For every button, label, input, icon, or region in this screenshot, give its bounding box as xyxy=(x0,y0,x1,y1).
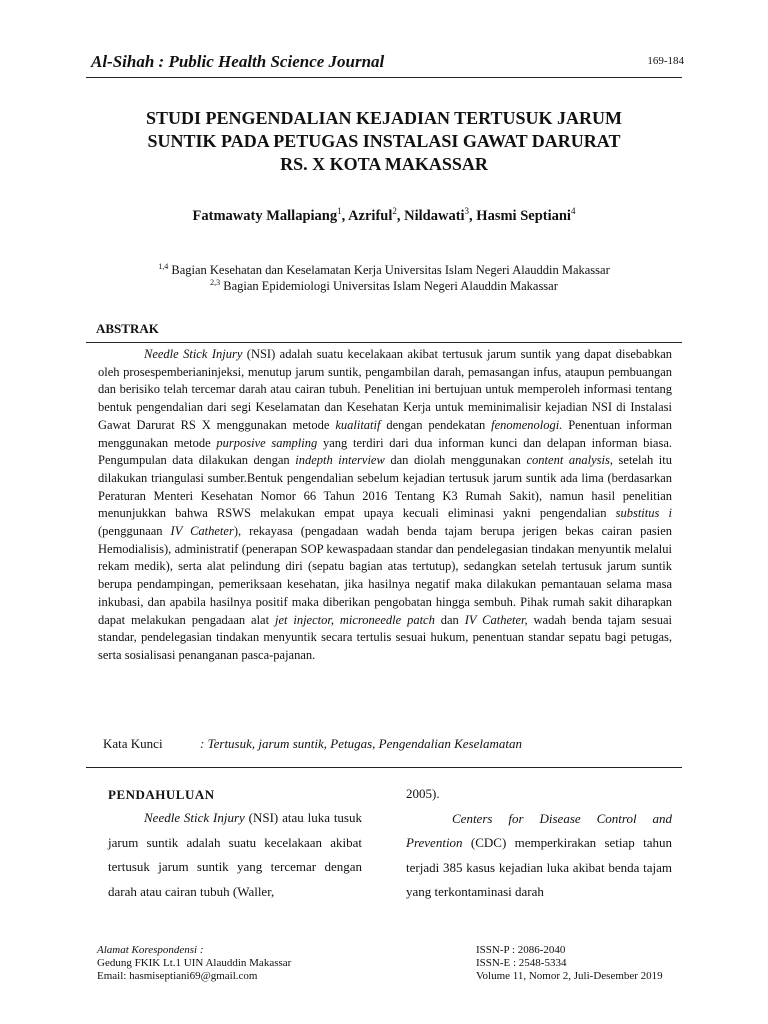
author-affil-mark: 3 xyxy=(464,206,470,216)
affiliation-mark: 2,3 xyxy=(210,278,221,287)
introduction-right-column xyxy=(406,782,672,905)
citation-continuation: 2005). xyxy=(406,786,440,801)
correspondence-block xyxy=(97,944,291,983)
issn-print: ISSN-P : 2086-2040 xyxy=(476,944,566,956)
title-line: SUNTIK PADA PETUGAS INSTALASI GAWAT DARURAT xyxy=(147,131,621,151)
issn-block xyxy=(476,944,663,983)
title-line: RS. X KOTA MAKASSAR xyxy=(280,154,488,174)
introduction-italic-term: Centers for Disease Control and Prevention xyxy=(406,810,672,850)
author-separator: , xyxy=(341,207,349,224)
volume-info: Volume 11, Nomor 2, Juli-Desember 2019 xyxy=(476,970,663,982)
affiliation-text: Bagian Epidemiologi Universitas Islam Negeri Alauddin Makassar xyxy=(220,279,558,294)
introduction-heading: PENDAHULUAN xyxy=(108,787,215,802)
keywords-rule xyxy=(86,767,682,768)
author-list xyxy=(90,206,678,225)
abstract-text: Penentuan informan menggunakan metode xyxy=(98,417,672,450)
abstract-paragraph xyxy=(98,346,672,665)
abstract-rule xyxy=(86,342,682,343)
abstract-text: (NSI) adalah suatu kecelakaan akibat tertusuk jarum suntik yang dapat disebabkan oleh prosespemberianinjeksi, menutup jarum suntik, pengambilan darah, pemasangan infus, ataupun pembuangan dan berisiko telah tercemar darah atau cairan tubuh. Penelitian ini bertujuan untuk memperoleh informasi tentang bentuk pengendalian dari segi Keselamatan dan Kesehatan Kerja untuk meminimalisir kejadian NSI di Instalasi Gawat Darurat RS X menggunakan metode xyxy=(98,347,672,432)
introduction-paragraph xyxy=(406,807,672,905)
introduction-text: (CDC) memperkirakan setiap tahun terjadi 385 kasus kejadian luka akibat benda tajam yang terkontaminasi darah xyxy=(406,835,672,899)
correspondence-email: Email: hasmiseptiani69@gmail.com xyxy=(97,970,258,982)
abstract-body xyxy=(98,346,672,665)
abstract-text: dengan pendekatan xyxy=(380,417,492,432)
introduction-left-column xyxy=(108,806,362,904)
introduction-italic-term: Needle Stick Injury xyxy=(144,810,245,825)
abstract-text: yang terdiri dari dua informan kunci dan delapan informan biasa. Pengumpulan data dilakukan dengan xyxy=(98,435,672,468)
author-affil-mark: 2 xyxy=(392,206,397,216)
abstract-italic-term: IV Catheter, xyxy=(464,612,528,627)
keywords-value: : Tertusuk, jarum suntik, Petugas, Pengendalian Keselamatan xyxy=(200,736,522,751)
affiliation xyxy=(90,278,678,294)
author-separator: , xyxy=(396,207,405,224)
correspondence-address: Gedung FKIK Lt.1 UIN Alauddin Makassar xyxy=(97,957,292,969)
affiliation xyxy=(90,262,678,278)
introduction-text: (NSI) atau luka tusuk jarum suntik adalah suatu kecelakaan akibat tertusuk jarum suntik yang tercemar dengan darah atau cairan tubuh (Waller, xyxy=(108,810,362,899)
abstract-text: dan diolah menggunakan xyxy=(384,453,527,468)
author-name: Fatmawaty Mallapiang xyxy=(192,207,338,224)
title-line: STUDI PENGENDALIAN KEJADIAN TERTUSUK JARUM xyxy=(145,108,623,128)
abstract-text: dan xyxy=(434,612,465,627)
affiliation-mark: 1,4 xyxy=(158,262,169,271)
abstract-italic-term: content analysis xyxy=(526,453,610,468)
author-affil-mark: 4 xyxy=(570,206,576,216)
abstract-italic-term: kualitatif xyxy=(335,417,381,432)
header-rule xyxy=(86,77,682,78)
author-name: Hasmi Septiani xyxy=(476,207,571,224)
abstract-heading: ABSTRAK xyxy=(96,321,159,336)
page-range: 169-184 xyxy=(647,55,684,67)
abstract-italic-term: Needle Stick Injury xyxy=(144,347,243,361)
issn-electronic: ISSN-E : 2548-5334 xyxy=(476,957,567,969)
author-affil-mark: 1 xyxy=(337,206,342,216)
correspondence-label: Alamat Korespondensi : xyxy=(97,944,204,956)
abstract-italic-term: purposive sampling xyxy=(216,435,318,450)
author-name: Nildawati xyxy=(404,207,465,224)
abstract-italic-term: jet injector, microneedle patch xyxy=(274,612,435,627)
journal-name: Al-Sihah : Public Health Science Journal xyxy=(91,52,385,71)
affiliation-text: Bagian Kesehatan dan Keselamatan Kerja Universitas Islam Negeri Alauddin Makassar xyxy=(168,263,610,278)
introduction-paragraph xyxy=(108,806,362,904)
keywords-label: Kata Kunci xyxy=(103,736,163,751)
abstract-text: , setelah itu dilakukan triangulasi sumber.Bentuk pengendalian sebelum kejadian tertusuk jarum suntik ada lima (berdasarkan Peraturan Menteri Kesehatan Nomor 66 Tahun 2016 Tentang K3 Rumah Sakit), namun hasil penelitian menunjukkan bahwa RSWS melakukan empat upaya kecuali eliminasi yakni pengendalian xyxy=(98,453,673,521)
abstract-text: wadah benda tajam sesuai standar, pendelegasian tindakan menyuntik secara tertulis sesuai hukum, penentuan standar sepatu bagi petugas, serta sosialisasi penanganan pasca-pajanan. xyxy=(98,612,672,662)
article-title xyxy=(90,107,678,176)
abstract-text: (penggunaan xyxy=(98,524,171,539)
author-separator: , xyxy=(469,207,477,224)
abstract-italic-term: IV Catheter xyxy=(170,524,234,539)
abstract-italic-term: fenomenologi. xyxy=(491,417,563,432)
author-name: Azriful xyxy=(348,207,393,224)
abstract-italic-term: substitus i xyxy=(615,506,672,521)
abstract-italic-term: indepth interview xyxy=(295,453,385,468)
abstract-text: ), rekayasa (pengadaan wadah benda tajam berupa jerigen bekas cairan pasien Hemodialisis), administratif (penerapan SOP kewaspadaan standar dan pendelegasian tindakan menyuntik melalui rekam medik), serta alat pelindung diri (sepatu bagian atas tertutup), sedangkan setelah tertusuk jarum suntik berupa pendampingan, pemeriksaan kesehatan, jika hasilnya negatif maka dilakukan pemantauan selama masa inkubasi, dan apabila hasilnya positif maka diberikan pengobatan hingga sembuh. Pihak rumah sakit diharapkan dapat melakukan pengadaan alat xyxy=(98,524,672,627)
